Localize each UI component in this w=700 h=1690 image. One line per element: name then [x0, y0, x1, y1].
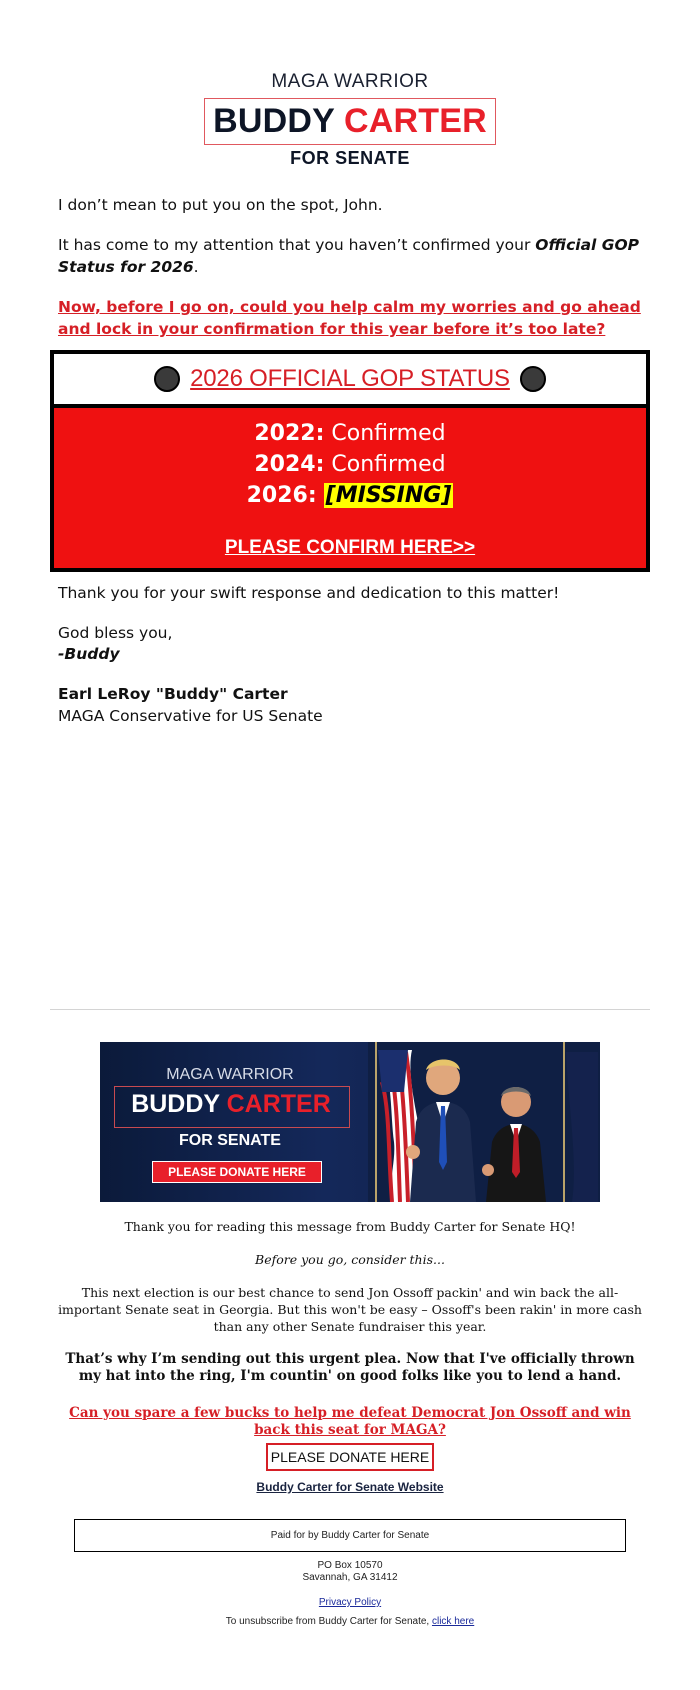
paid-for-disclaimer: Paid for by Buddy Carter for Senate: [74, 1519, 626, 1552]
banner-name: [114, 1090, 348, 1119]
confirm-here-link[interactable]: PLEASE CONFIRM HERE>>: [224, 537, 476, 558]
donate-banner[interactable]: [100, 1042, 600, 1202]
missing-value: MISSING: [335, 483, 442, 508]
status-row: [54, 418, 646, 449]
banner-subtitle: FOR SENATE: [179, 1132, 281, 1149]
footer-consider: Before you go, consider this...: [255, 1252, 445, 1267]
status-rows: [54, 418, 646, 511]
status-row-year: 2026:: [246, 483, 317, 508]
banner-name-first: BUDDY: [131, 1090, 220, 1118]
status-notice-emphasis: Official GOP Status for 2026: [58, 236, 640, 276]
confirm-request-link[interactable]: Now, before I go on, could you help calm my worries and go ahead and lock in your confirmation for this year before it’s too late?: [58, 298, 641, 338]
footer-paragraph: This next election is our best chance to send Jon Ossoff packin' and win back the all-important Senate seat in Georgia. But this won't be easy – Ossoff's been rakin' in more cash than any other Senate fundraiser this year.: [58, 1285, 642, 1334]
thanks-paragraph: Thank you for your swift response and dedication to this matter!: [58, 584, 560, 602]
logo-name-box: [204, 98, 496, 145]
website-link[interactable]: Buddy Carter for Senate Website: [256, 1480, 444, 1494]
status-notice-post: .: [193, 258, 199, 276]
status-row-value: Confirmed: [331, 452, 446, 477]
unsubscribe-link[interactable]: click here: [431, 1616, 475, 1627]
status-row-year: 2024:: [254, 452, 325, 477]
logo-name: [213, 101, 487, 141]
missing-bracket-open: [: [325, 483, 336, 508]
status-row: [54, 480, 646, 511]
unsubscribe-line: [0, 1616, 700, 1627]
status-title[interactable]: 2026 OFFICIAL GOP STATUS: [190, 365, 510, 392]
logo-kicker: MAGA WARRIOR: [271, 71, 429, 92]
status-row: [54, 449, 646, 480]
status-header: [54, 354, 646, 408]
logo-subtitle: FOR SENATE: [290, 148, 410, 168]
banner-name-last: CARTER: [226, 1090, 331, 1118]
section-divider: [50, 1009, 650, 1010]
status-notice-pre: It has come to my attention that you haven’t confirmed your: [58, 236, 536, 254]
header-logo: [0, 70, 700, 169]
donate-button[interactable]: PLEASE DONATE HERE: [266, 1443, 434, 1471]
gop-status-box[interactable]: [50, 350, 650, 572]
candidates-photo: [368, 1042, 600, 1202]
status-row-value: Confirmed: [331, 421, 446, 446]
status-row-year: 2022:: [254, 421, 325, 446]
logo-name-last: CARTER: [344, 102, 487, 140]
logo-name-first: BUDDY: [213, 102, 335, 140]
missing-bracket-close: ]: [441, 483, 452, 508]
unsubscribe-text: To unsubscribe from Buddy Carter for Senate,: [225, 1616, 432, 1627]
bullet-dot-icon: [520, 366, 546, 392]
footer-thanks: Thank you for reading this message from Buddy Carter for Senate HQ!: [124, 1219, 576, 1234]
footer-plea: That’s why I’m sending out this urgent plea. Now that I've officially thrown my hat into the ring, I'm countin' on good folks like you to lend a hand.: [65, 1351, 635, 1384]
missing-badge: [324, 483, 454, 508]
footer-donate-ask-link[interactable]: Can you spare a few bucks to help me defeat Democrat Jon Ossoff and win back this seat for MAGA?: [69, 1405, 631, 1438]
address-line-2: Savannah, GA 31412: [302, 1572, 398, 1583]
banner-donate-button[interactable]: PLEASE DONATE HERE: [152, 1161, 322, 1183]
signature-name: Earl LeRoy "Buddy" Carter: [58, 685, 288, 703]
address-line-1: PO Box 10570: [317, 1560, 383, 1571]
banner-kicker: MAGA WARRIOR: [166, 1066, 294, 1083]
signature-title: MAGA Conservative for US Senate: [58, 707, 323, 725]
bullet-dot-icon: [154, 366, 180, 392]
greeting-paragraph: I don’t mean to put you on the spot, John.: [58, 196, 383, 214]
mailing-address: [0, 1560, 700, 1584]
privacy-policy-link[interactable]: Privacy Policy: [318, 1597, 382, 1608]
status-notice-paragraph: [58, 234, 648, 278]
signature-short: -Buddy: [58, 645, 120, 663]
blessing-line: God bless you,: [58, 624, 173, 642]
